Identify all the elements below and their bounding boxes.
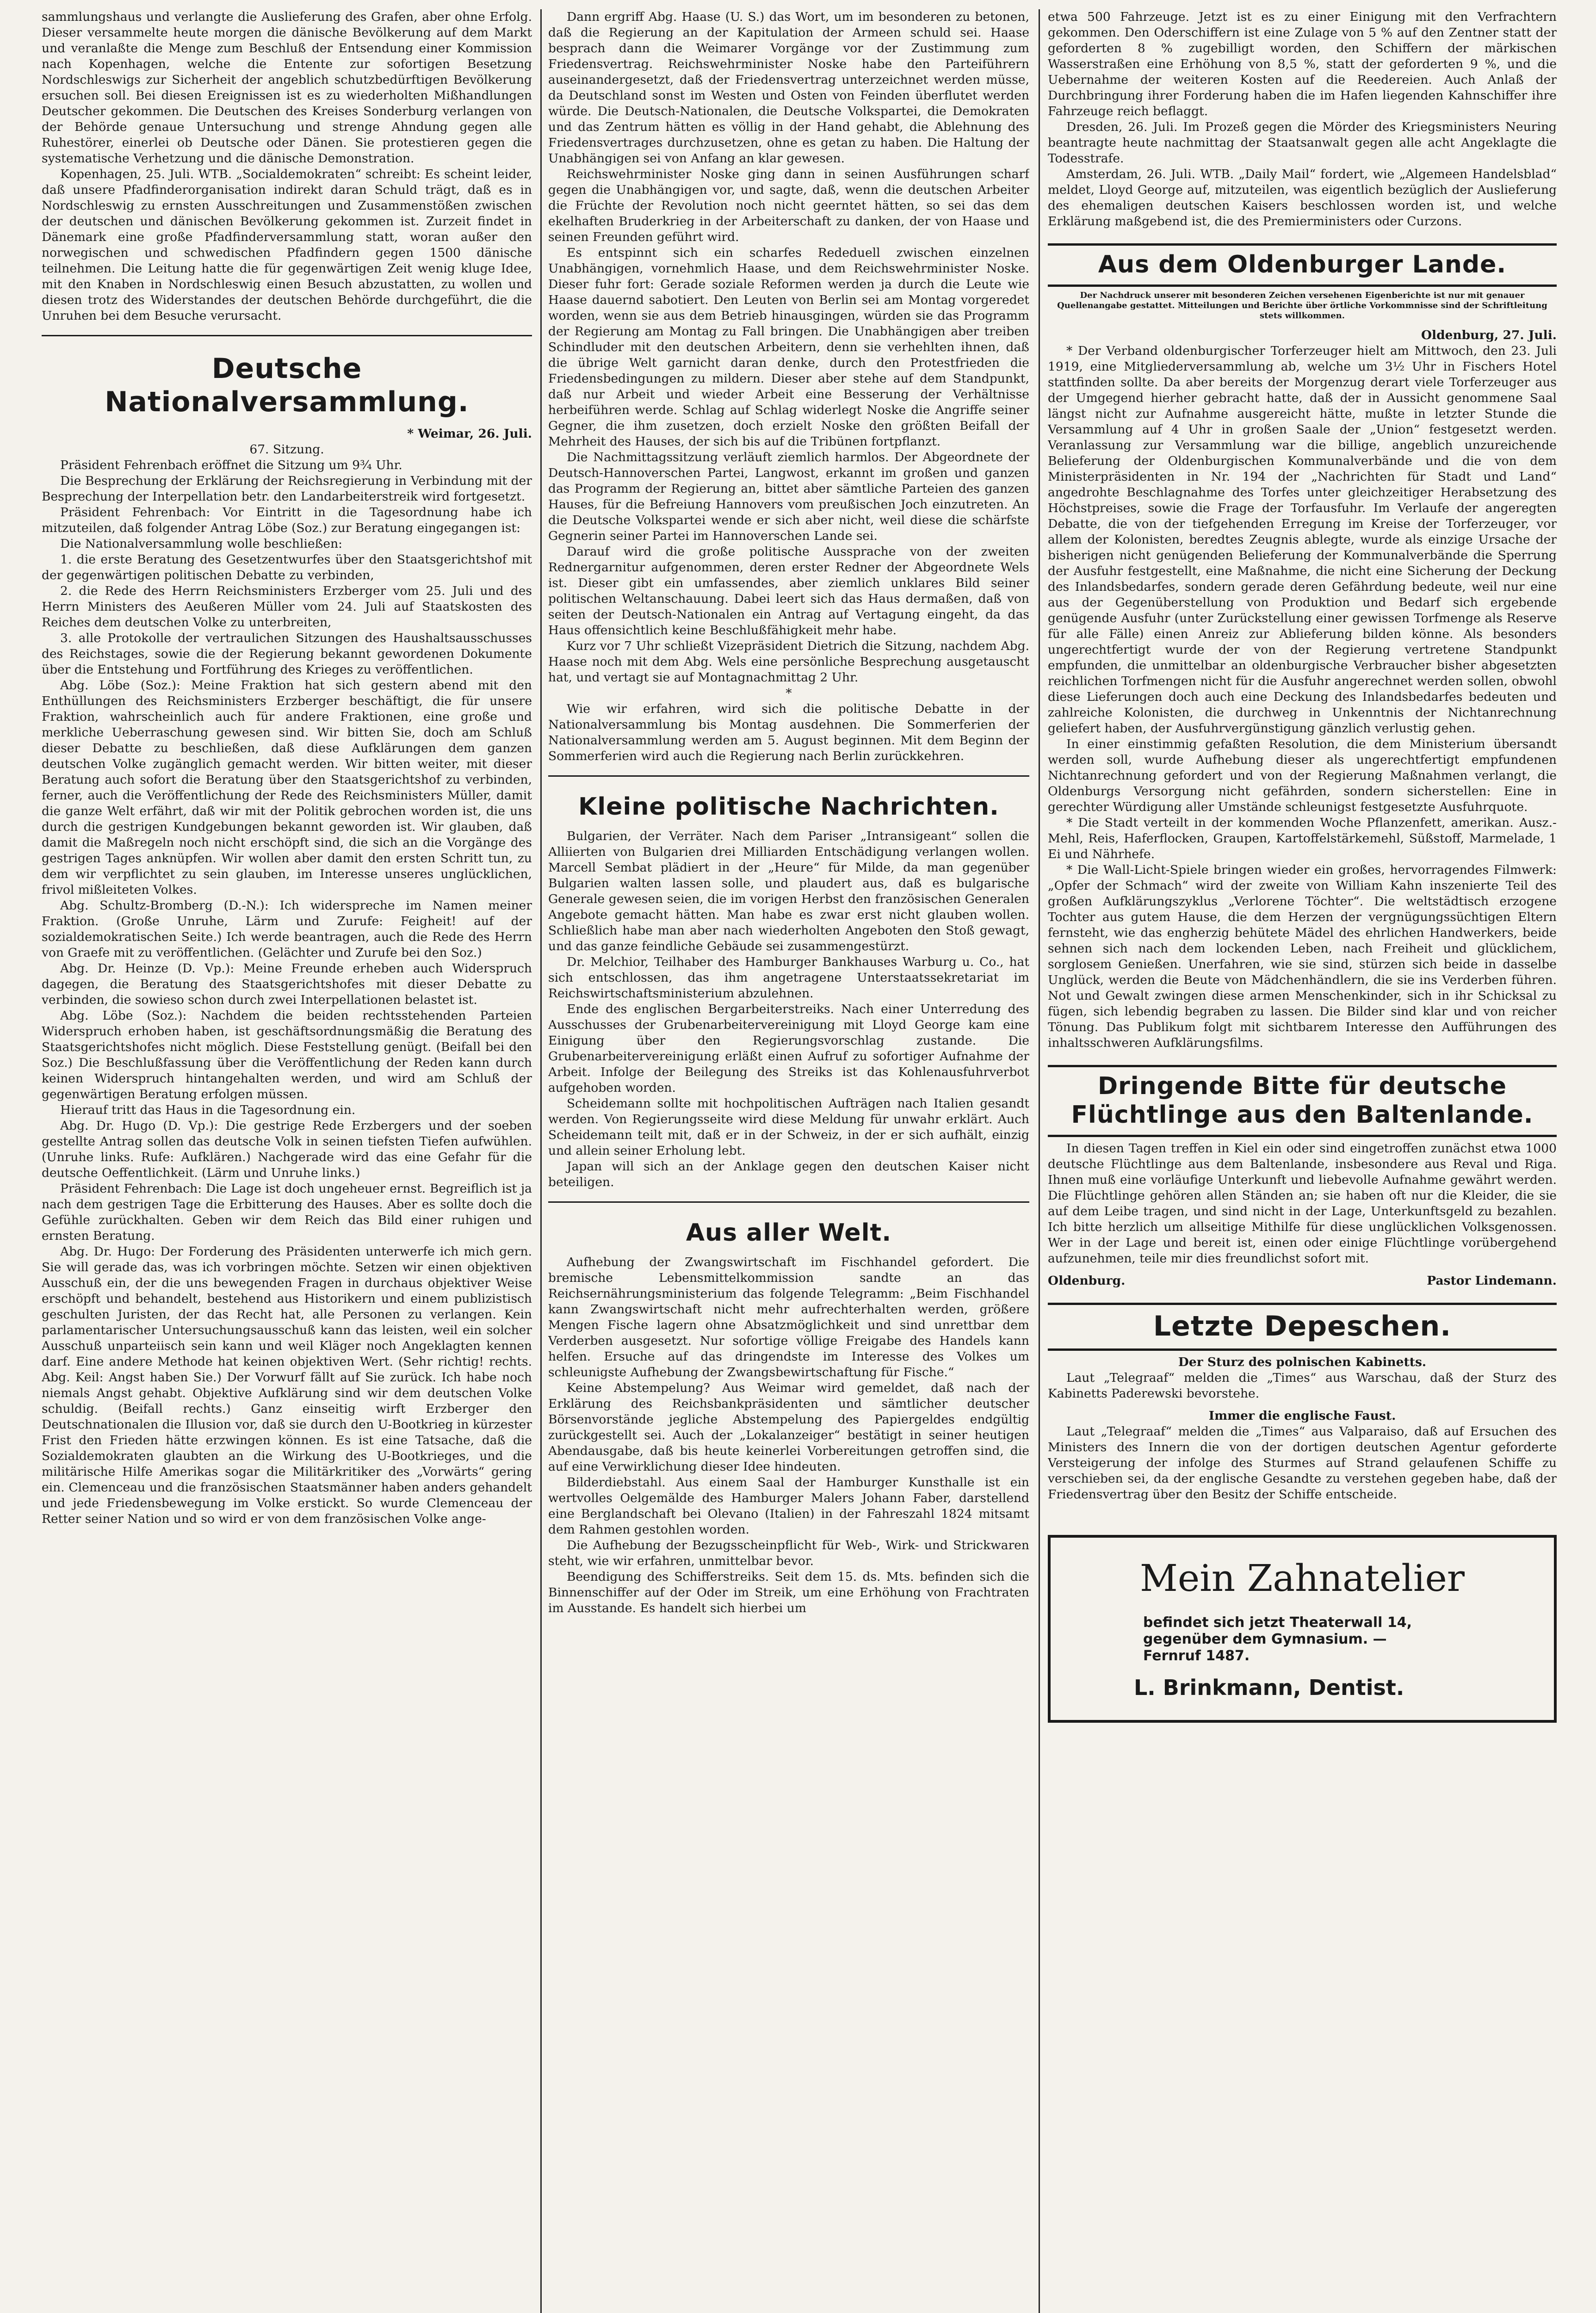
article-paragraph: * Die Stadt verteilt in der kommenden Woche Pflanzenfett, amerikan. Ausz.-Mehl, Reis, Haferflocken, Graupen, Kartoffelstärkemehl, Süßstoff, Marmelade, 1 Ei und Nährhefe. (1048, 816, 1557, 861)
article-paragraph: Abg. Schultz-Bromberg (D.-N.): Ich widerspreche im Namen meiner Fraktion. (Große Unruhe, Lärm und Zurufe: Feigheit! auf der sozialdemokratischen Seite.) Ich werde beantragen, auch die Rede des Herrn von Graefe mit zu veröffentlichen. (Gelächter und Zurufe bei den Soz.) (42, 898, 532, 960)
signature-line (1048, 1273, 1557, 1289)
divider (42, 335, 532, 336)
article-paragraph: Darauf wird die große politische Aussprache von der zweiten Rednergarnitur aufgenommen, deren erster Redner der Abgeordnete Wels ist. Dieser gibt ein umfassendes, aber ziemlich unklares Bild seiner politischen Weltanschauung. Dabei leert sich das Haus dermaßen, daß von seiten der Deutsch-Nationalen ein Antrag auf Vertagung eingeht, da das Haus offensichtlich keine Beschlußfähigkeit mehr habe. (548, 544, 1029, 637)
article-paragraph: * Die Wall-Licht-Spiele bringen wieder ein großes, hervorragendes Filmwerk: „Opfer der Schmach“ wird der zweite von William Kahn inszenierte Teil des großen Aufklärungszyklus „Verlorene Töchter“. Die weltstädtisch erzogene Tochter aus gutem Hause, die dem Herzen der vergnügungssüchtigen Eltern fernsteht, wie das engherzig behütete Mädel des ehrlichen Handwerkers, beide sehnen sich nach dem lockenden Leben, nach Freiheit und glücklichem, sorglosem Genießen. Unerfahren, wie sie sind, stürzen sich beide in dasselbe Unglück, werden die Beute von Mädchenhändlern, die sie ins Verderben führen. Not und Gewalt zwingen diese armen Menschenkinder, sich in ihr Schicksal zu fügen, sich lebendig begraben zu lassen. Die Bilder sind klar und von reicher Tönung. Das Publikum folgt mit sichtbarem Interesse den Aufführungen des inhaltsschweren Aufklärungsfilms. (1048, 863, 1557, 1050)
article-paragraph: Reichswehrminister Noske ging dann in seinen Ausführungen scharf gegen die Unabhängigen vor, und sagte, daß, wenn die deutschen Arbeiter die Früchte der Revolution noch nicht geerntet hätten, so sei das dem ekelhaften Bruderkrieg in der Arbeiterschaft zu danken, der von Haase und seinen Freunden geführt wird. (548, 167, 1029, 244)
article-paragraph: Bilderdiebstahl. Aus einem Saal der Hamburger Kunsthalle ist ein wertvolles Oelgemälde des Hamburger Malers Johann Faber, darstellend eine Berglandschaft bei Olevano (Italien) in der Fahreszahl 1824 mitsamt dem Rahmen gestohlen worden. (548, 1475, 1029, 1537)
article-paragraph: Ende des englischen Bergarbeiterstreiks. Nach einer Unterredung des Ausschusses der Grubenarbeitervereinigung mit Lloyd George kam eine Einigung über den Regierungsvorschlag zustande. Die Grubenarbeitervereinigung erläßt einen Aufruf zu sofortiger Aufnahme der Arbeit. Infolge der Beilegung des Streiks ist das Kohlenausfuhrverbot aufgehoben worden. (548, 1002, 1029, 1095)
article-paragraph: Es entspinnt sich ein scharfes Rededuell zwischen einzelnen Unabhängigen, vornehmlich Haase, und dem Reichswehrminister Noske. Dieser fuhr fort: Gerade soziale Reformen werden ja durch die Leute wie Haase dauernd sabotiert. Den Leuten von Berlin sei am Montag vorgeredet worden, wenn sie aus dem Betrieb hinausgingen, würden sie das Programm der Regierung am Montag zu Fall bringen. Die Unabhängigen aber treiben Schindluder mit den deutschen Arbeitern, denn sie verhehlten ihnen, daß die übrige Welt garnicht daran denke, durch den Protestfrieden die Friedensbedingungen zu mildern. Dieser aber stehe auf dem Standpunkt, daß nur Arbeit und wieder Arbeit eine Besserung der Verhältnisse herbeiführen werde. Schlag auf Schlag widerlegt Noske die Angriffe seiner Gegner, die ihm zusetzen, doch erzielt Noske den größten Beifall der Mehrheit des Hauses, der sich bis auf die Tribünen fortpflanzt. (548, 246, 1029, 449)
article-paragraph: 2. die Rede des Herrn Reichsministers Erzberger vom 25. Juli und des Herrn Ministers des Aeußeren Müller vom 24. Juli auf Staatskosten des Reiches dem deutschen Volke zu unterbreiten, (42, 584, 532, 630)
column-right (1048, 9, 1557, 2313)
subheading: Der Sturz des polnischen Kabinetts. (1178, 1355, 1427, 1369)
article-paragraph: 3. alle Protokolle der vertraulichen Sitzungen des Haushaltsausschusses des Reichstages, sowie die der Regierung bekannt gewordenen Dokumente über die Entstehung und Fortführung des Krieges zu veröffentlichen. (42, 631, 532, 677)
article-paragraph: Wie wir erfahren, wird sich die politische Debatte in der Nationalversammlung bis Montag ausdehnen. Die Sommerferien der Nationalversammlung werden am 5. August beginnen. Mit dem Beginn der Sommerferien wird auch die Regierung nach Berlin zurückkehren. (548, 702, 1029, 763)
section-heading: Dringende Bitte für deutsche Flüchtlinge aus den Baltenlande. (1048, 1065, 1557, 1137)
article-paragraph: 1. die erste Beratung des Gesetzentwurfes über den Staatsgerichtshof mit der gegenwärtigen politischen Debatte zu verbinden, (42, 552, 532, 582)
section-heading: Letzte Depeschen. (1048, 1303, 1557, 1351)
column-divider (1039, 9, 1040, 2313)
article-paragraph: Aufhebung der Zwangswirtschaft im Fischhandel gefordert. Die bremische Lebensmittelkommission sandte an das Reichsernährungsministerium das folgende Telegramm: „Beim Fischhandel kann Zwangswirtschaft nicht mehr aufrechterhalten werden, größere Mengen Fische lagern ohne Absatzmöglichkeit und sind unrettbar dem Verderben ausgesetzt. Nur sofortige völlige Freigabe des Handels kann helfen. Ersuche auf das dringendste im Interesse des Volkes um schleunigste Aufhebung der Zwangsbewirtschaftung für Fische.“ (548, 1255, 1029, 1379)
article-paragraph: Dann ergriff Abg. Haase (U. S.) das Wort, um im besonderen zu betonen, daß die Regierung an der Kapitulation der Armeen schuld sei. Haase besprach dann die Weimarer Vorgänge vor der Zustimmung zum Friedensvertrag. Reichswehrminister Noske habe den Parteiführern auseinandergesetzt, daß der Friedensvertrag unterzeichnet werden müsse, da Deutschland sonst im Westen und Osten von Feinden überflutet werden würde. Die Deutsch-Nationalen, die Deutsche Volkspartei, die Demokraten und das Zentrum hätten es völlig in der Hand gehabt, die Ablehnung des Friedensvertrages durchzusetzen, ohne es getan zu haben. Die Haltung der Unabhängigen sei von Anfang an klar gewesen. (548, 10, 1029, 166)
section-heading: Aus aller Welt. (686, 1219, 892, 1247)
section-heading: Kleine politische Nachrichten. (578, 793, 999, 821)
article-paragraph: Bulgarien, der Verräter. Nach dem Pariser „Intransigeant“ sollen die Alliierten von Bulgarien drei Milliarden Entschädigung verlangen wollen. Marcell Sembat plädiert in der „Heure“ für Milde, da man gegenüber Bulgarien walten lassen solle, und plaudert aus, daß es bulgarische Generale gewesen seien, die im vorigen Herbst den französischen Generalen Angebote gemacht hätten. Man habe es zwar erst nicht glauben wollen. Schließlich habe man aber nach wiederholten Angeboten den Stoß gewagt, und das ganze feindliche Gebäude sei zusammengestürzt. (548, 829, 1029, 953)
article-paragraph: Abg. Dr. Hugo: Der Forderung des Präsidenten unterwerfe ich mich gern. Sie will gerade das, was ich vorbringen möchte. Setzen wir einen objektiven Ausschuß ein, der die uns bewegenden Fragen in durchaus objektiver Weise erschöpft und behandelt, bestehend aus Historikern und einem publizistisch geschulten Juristen, der das Recht hat, alle Personen zu verlangen. Kein parlamentarischer Untersuchungsausschuß kann das leisten, weil ein solcher Ausschuß unparteiisch sein kann und weil Kläger noch Angeklagten kennen darf. Eine andere Methode hat keinen objektiven Wert. (Sehr richtig! rechts. Abg. Keil: Angst haben Sie.) Der Vorwurf fällt auf Sie zurück. Ich habe noch niemals Angst gehabt. Objektive Aufklärung sind wir dem deutschen Volke schuldig. (Beifall rechts.) Ganz einseitig wirft Erzberger den Deutschnationalen die Illusion vor, daß sie durch den U-Bootkrieg in kürzester Frist den Frieden hätte erzwingen können. Es ist eine Tatsache, daß die Sozialdemokraten glaubten an die Wirkung des U-Bootkrieges, und die militärische Hilfe Amerikas sogar die Militärkritiker des „Vorwärts“ gering ein. Clemenceau und die französischen Staatsmänner haben anders gehandelt und jede Friedensbewegung im Volke erstickt. So wurde Clemenceau der Retter seiner Nation und so wird er von dem französischen Volke ange- (42, 1244, 532, 1526)
article-paragraph: Abg. Dr. Hugo (D. Vp.): Die gestrige Rede Erzbergers und der soeben gestellte Antrag sollen das deutsche Volk in seinen tiefsten Tiefen aufwühlen. (Unruhe links. Rufe: Aufklären.) Nachgerade wird das eine Gefahr für die deutsche Oeffentlichkeit. (Lärm und Unruhe links.) (42, 1119, 532, 1180)
article-paragraph: Laut „Telegraaf“ melden die „Times“ aus Valparaiso, daß auf Ersuchen des Ministers des Innern die von der dortigen deutschen Agentur geforderte Versteigerung der infolge des Sturmes auf Strand gelaufenen Schiffe zu verschieben sei, da der englische Gesandte zu verstehen gegeben habe, daß der Friedensvertrag über den Besitz der Schiffe entscheide. (1048, 1424, 1557, 1502)
column-divider (540, 9, 542, 2313)
signature-name: Pastor Lindemann. (1427, 1274, 1557, 1288)
ad-dentist-name: L. Brinkmann, Dentist. (1134, 1675, 1404, 1700)
article-paragraph: Präsident Fehrenbach: Vor Eintritt in die Tagesordnung habe ich mitzuteilen, daß folgender Antrag Löbe (Soz.) zur Beratung eingegangen ist: (42, 505, 532, 535)
article-paragraph: In diesen Tagen treffen in Kiel ein oder sind eingetroffen zunächst etwa 1000 deutsche Flüchtlinge aus dem Baltenlande, insbesondere aus Reval und Riga. Ihnen muß eine vorläufige Unterkunft und liebevolle Aufnahme gewährt werden. Die Flüchtlinge gehören allen Ständen an; sie haben oft nur die Kleider, die sie auf dem Leibe tragen, und sind nicht in der Lage, Unterkunftsgeld zu bezahlen. Ich bitte herzlich um allseitige Mithilfe für diese unglücklichen Volksgenossen. Wer in der Lage und bereit ist, einen oder einige Flüchtlinge vorübergehend aufzunehmen, teile mir dies freundlichst sofort mit. (1048, 1141, 1557, 1266)
dateline: Oldenburg, 27. Juli. (1421, 328, 1557, 342)
section-heading: Deutsche Nationalversammlung. (105, 353, 469, 418)
article-paragraph: Laut „Telegraaf“ melden die „Times“ aus Warschau, daß der Sturz des Kabinetts Paderewski bevorstehe. (1048, 1371, 1557, 1401)
divider (548, 1201, 1029, 1203)
section-heading: Aus dem Oldenburger Lande. (1048, 243, 1557, 287)
column-left (42, 9, 532, 2313)
separator-star: * (786, 686, 792, 700)
article-paragraph: Dresden, 26. Juli. Im Prozeß gegen die Mörder des Kriegsministers Neuring beantragte heute nachmittag der Staatsanwalt gegen alle acht Angeklagte die Todesstrafe. (1048, 120, 1557, 166)
article-paragraph: etwa 500 Fahrzeuge. Jetzt ist es zu einer Einigung mit den Verfrachtern gekommen. Den Oderschiffern ist eine Zulage von 5 % auf den Zentner statt der geforderten 8 % zugebilligt worden, den Schiffern der märkischen Wasserstraßen eine Erhöhung von 8,5 %, statt der geforderten 9 %, und die Uebernahme der weiteren Kosten auf die Reedereien. Auch Anlaß der Durchbringung ihrer Forderung haben die im Hafen liegenden Kahnschiffer ihre Fahrzeuge reich beflaggt. (1048, 10, 1557, 118)
article-paragraph: Dr. Melchior, Teilhaber des Hamburger Bankhauses Warburg u. Co., hat sich entschlossen, das ihm angetragene Unterstaatssekretariat im Reichswirtschaftsministerium abzulehnen. (548, 955, 1029, 1001)
ad-line: gegenüber dem Gymnasium. — (1143, 1631, 1387, 1647)
column-middle (548, 9, 1029, 2313)
article-paragraph: Die Nachmittagssitzung verläuft ziemlich harmlos. Der Abgeordnete der Deutsch-Hannoverschen Partei, Langwost, erkannt im großen und ganzen das Programm der Regierung an, bittet aber sämtliche Parteien des ganzen Hauses, für die Befreiung Hannovers vom preußischen Joch einzutreten. An die Deutsche Volkspartei wende er sich aber nicht, weil diese die schärfste Gegnerin seiner Partei im Hannoverschen Lande sei. (548, 450, 1029, 543)
subheading: Immer die englische Faust. (1208, 1409, 1396, 1423)
article-paragraph: sammlungshaus und verlangte die Auslieferung des Grafen, aber ohne Erfolg. Dieser versammelte heute morgen die dänische Bevölkerung auf dem Markt und veranlaßte die Menge zum Beschluß der Entsendung einer Kommission nach Kopenhagen, welche die Entente zur sofortigen Besetzung Nordschleswigs zur Sicherheit der angeblich schutzbedürftigen Bevölkerung ersuchen soll. Bei diesen Ereignissen ist es zu wiederholten Mißhandlungen Deutscher gekommen. Die Deutschen des Kreises Sonderburg verlangen von der Behörde genaue Untersuchung und strenge Ahndung gegen alle Ruhestörer, einerlei ob Deutsche oder Dänen. Sie protestieren gegen die systematische Verhetzung und die dänische Demonstration. (42, 10, 532, 166)
article-paragraph: Kurz vor 7 Uhr schließt Vizepräsident Dietrich die Sitzung, nachdem Abg. Haase noch mit dem Abg. Wels eine persönliche Besprechung ausgetauscht hat, und vertagt sie auf Montagnachmittag 2 Uhr. (548, 639, 1029, 685)
dateline: * Weimar, 26. Juli. (407, 427, 532, 441)
article-paragraph: Präsident Fehrenbach eröffnet die Sitzung um 9¾ Uhr. (60, 458, 402, 472)
reprint-notice: Der Nachdruck unserer mit besonderen Zeichen versehenen Eigenberichte ist nur mit genauer Quellenangabe gestattet. Mitteilungen und Berichte über örtliche Vorkommnisse sind der Schriftleitung stets willkommen. (1057, 291, 1547, 321)
article-paragraph: Keine Abstempelung? Aus Weimar wird gemeldet, daß nach der Erklärung des Reichsbankpräsidenten und sämtlicher deutscher Börsenvorstände jegliche Abstempelung des Papiergeldes endgültig zurückgestellt sei. Auch der „Lokalanzeiger“ bestätigt in seiner heutigen Abendausgabe, daß bis heute keinerlei Vorbereitungen getroffen sind, die auf eine Verwirklichung dieser Idee hindeuten. (548, 1381, 1029, 1474)
ad-title: Mein Zahnatelier (1139, 1557, 1465, 1600)
article-paragraph: Scheidemann sollte mit hochpolitischen Aufträgen nach Italien gesandt werden. Von Regierungsseite wird diese Meldung für unwahr erklärt. Auch Scheidemann teilt mit, daß er in der Schweiz, in der er sich aufhält, einzig und allein seiner Erholung lebt. (548, 1096, 1029, 1158)
article-paragraph: Hierauf tritt das Haus in die Tagesordnung ein. (60, 1103, 356, 1117)
article-paragraph: Die Nationalversammlung wolle beschließen: (60, 537, 343, 551)
article-paragraph: Amsterdam, 26. Juli. WTB. „Daily Mail“ fordert, wie „Algemeen Handelsblad“ meldet, Lloyd George auf, mitzuteilen, was eigentlich bezüglich der Auslieferung des ehemaligen deutschen Kaisers beschlossen worden ist, und welche Erklärung maßgebend ist, die des Premierministers oder Curzons. (1048, 167, 1557, 229)
article-paragraph: Japan will sich an der Anklage gegen den deutschen Kaiser nicht beteiligen. (548, 1159, 1029, 1189)
article-paragraph: * Der Verband oldenburgischer Torferzeuger hielt am Mittwoch, den 23. Juli 1919, eine Mitgliederversammlung ab, welche um 3½ Uhr in Fischers Hotel stattfinden sollte. Da aber bereits der Morgenzug derart viele Torferzeuger aus der Umgegend hierher gebracht hatte, daß der in Aussicht genommene Saal längst nicht zur Aufnahme ausgereicht hätte, mußte in letzter Stunde die Versammlung auf 4 Uhr in großen Saale der „Union“ festgesetzt werden. Veranlassung zur Versammlung war die billige, angeblich unzureichende Belieferung der Oldenburgischen Kommunalverbände und die von dem Ministerpräsidenten in Nr. 194 der „Nachrichten für Stadt und Land“ angedrohte Beschlagnahme des Torfes unter gleichzeitiger Herabsetzung des Höchstpreises, sowie die Frage der Torfausfuhr. Im Verlaufe der angeregten Debatte, die von der tiefgehenden Erregung im Kreise der Torferzeuger, vor allem der Kolonisten, beredtes Zeugnis ablegte, wurde als einzige Ursache der bisherigen nicht genügenden Belieferung der Kommunalverbände die Sperrung der Ausfuhr festgestellt, eine Maßnahme, die nicht eine Sicherung der Deckung des Inlandsbedarfes, sondern gerade deren Gefährdung bedeute, weil nur eine aus der Gegenüberstellung von Produktion und Bedarf sich ergebende genügende Ausfuhr (unter Zurückstellung einer gewissen Torfmenge als Reserve für alle Fälle) einen Anreiz zur Ablieferung bilden könne. Als besonders ungerechtfertigt wurde der von der Regierung vertretene Standpunkt empfunden, die unmittelbar an oldenburgische Verbraucher bisher abgesetzten reichlichen Torfmengen nicht für die Ausfuhr angerechnet werden sollen, obwohl diese Lieferungen doch auch eine Deckung des Inlandsbedarfes bedeuten und zahlreiche Kolonisten, die durchweg in Unkenntnis der Nichtanrechnung geliefert haben, der Ausfuhrvergünstigung gänzlich verlustig gehen. (1048, 344, 1557, 736)
article-paragraph: Abg. Löbe (Soz.): Nachdem die beiden rechtsstehenden Parteien Widerspruch erhoben haben, ist geschäftsordnungsmäßig die Beratung des Staatsgerichtshofes nicht möglich. Diese Feststellung genügt. (Beifall bei den Soz.) Die Beschlußfassung über die Veröffentlichung der Reden kann durch keinen Widerspruch hintangehalten werden, und wird am Schluß der gegenwärtigen Beratung erfolgen müssen. (42, 1008, 532, 1101)
advertisement-box (1048, 1535, 1557, 1723)
article-paragraph: Die Besprechung der Erklärung der Reichsregierung in Verbindung mit der Besprechung der Interpellation betr. den Landarbeiterstreik wird fortgesetzt. (42, 474, 532, 504)
ad-line: befindet sich jetzt Theaterwall 14, (1143, 1614, 1412, 1631)
article-paragraph: Beendigung des Schifferstreiks. Seit dem 15. ds. Mts. befinden sich die Binnenschiffer auf der Oder im Streik, um eine Erhöhung von Frachtraten im Ausstande. Es handelt sich hierbei um (548, 1570, 1029, 1615)
divider (548, 775, 1029, 777)
ad-line: Fernruf 1487. (1143, 1648, 1250, 1664)
article-paragraph: Kopenhagen, 25. Juli. WTB. „Socialdemokraten“ schreibt: Es scheint leider, daß unsere Pfadfinderorganisation indirekt daran Schuld trägt, daß es in Nordschleswig zu ernsten Ausschreitungen und Zusammenstößen zwischen der deutschen und dänischen Bevölkerung gekommen ist. Zurzeit findet in Dänemark eine große Pfadfinderversammlung statt, woran außer den norwegischen und schwedischen Pfadfindern gegen 1500 dänische teilnehmen. Die Leitung hatte die für gegenwärtigen Zeit wenig kluge Idee, mit den Knaben in Nordschleswig einen Besuch abzustatten, zu wollen und diesen trotz des Widerstandes der deutschen Behörde durchgeführt, die die Unruhen bei dem Besuche verursacht. (42, 167, 532, 323)
article-paragraph: Präsident Fehrenbach: Die Lage ist doch ungeheuer ernst. Begreiflich ist ja nach dem gestrigen Tage die Erbitterung des Hauses. Aber es sollte doch die Gefühle zurückhalten. Geben wir dem Reich das Bild einer ruhigen und ernsten Beratung. (42, 1181, 532, 1243)
article-paragraph: Abg. Dr. Heinze (D. Vp.): Meine Freunde erheben auch Widerspruch dagegen, die Beratung des Staatsgerichtshofes mit dieser Debatte zu verbinden, die sowieso schon durch zwei Interpellationen belastet ist. (42, 961, 532, 1007)
signature-place: Oldenburg. (1048, 1274, 1126, 1288)
session-number: 67. Sitzung. (249, 442, 324, 457)
article-paragraph: Die Aufhebung der Bezugsscheinpflicht für Web-, Wirk- und Strickwaren steht, wie wir erfahren, unmittelbar bevor. (548, 1538, 1029, 1568)
article-paragraph: In einer einstimmig gefaßten Resolution, die dem Ministerium übersandt werden soll, wurde Aufhebung dieser als ungerechtfertigt empfundenen Nichtanrechnung gefordert und von der Regierung Maßnahmen verlangt, die Oldenburgs Versorgung nicht gefährden, sondern sicherstellen: Eine in gerechter Würdigung aller Umstände schleunigst festgesetzte Ausfuhrquote. (1048, 737, 1557, 814)
article-paragraph: Abg. Löbe (Soz.): Meine Fraktion hat sich gestern abend mit den Enthüllungen des Reichsministers Erzberger beschäftigt, die für unsere Fraktion, wahrscheinlich auch für andere Fraktionen, eine große und merkliche Ueberraschung gewesen sind. Wir bitten Sie, doch am Schluß dieser Debatte zu beschließen, daß diese Aufklärungen dem ganzen deutschen Volke zugänglich gemacht werden. Wir bitten weiter, mit dieser Beratung auch sofort die Beratung über den Staatsgerichtshof zu verbinden, ferner, auch die Veröffentlichung der Rede des Reichsministers Müller, damit die ganze Welt erfährt, daß wir mit der Politik gebrochen worden ist, die uns durch die gestrigen Kundgebungen bekannt geworden ist. Wir glauben, daß damit die Maßregeln noch nicht erschöpft sind, die sich an die Vorgänge des gestrigen Tages anknüpfen. Wir wollen aber damit den ersten Schritt tun, zu dem wir verpflichtet zu sein glauben, im Interesse unseres unglücklichen, frivol mißleiteten Volkes. (42, 678, 532, 897)
